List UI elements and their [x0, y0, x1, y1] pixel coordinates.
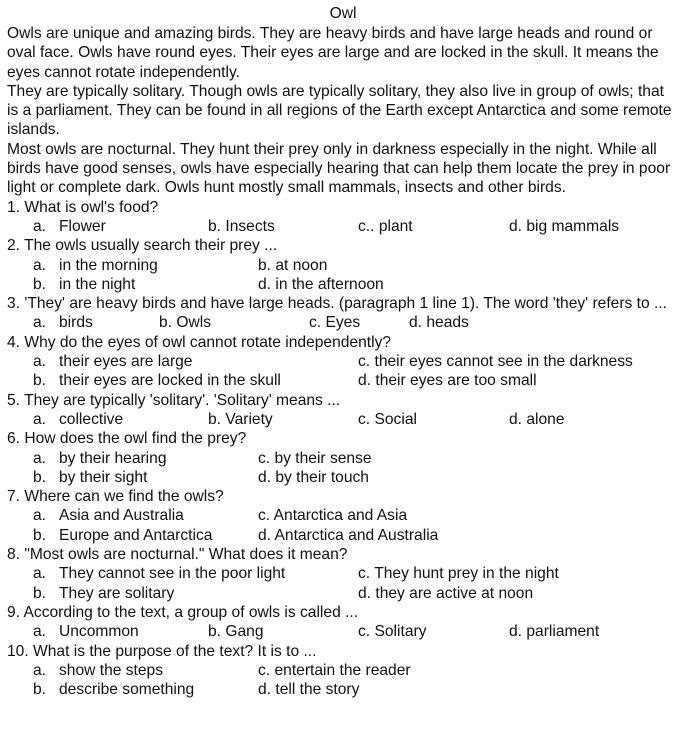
question-number: 4.	[7, 333, 21, 351]
answer-option[interactable]: d. in the afternoon	[258, 275, 384, 293]
question	[7, 391, 679, 410]
answer-option[interactable]: a. collective	[33, 410, 124, 428]
answer-option[interactable]: b. Gang	[208, 623, 264, 641]
answer-option[interactable]: b. Europe and Antarctica	[33, 526, 213, 544]
question-number: 7.	[7, 488, 21, 506]
answer-option[interactable]: a. show the steps	[33, 661, 164, 679]
option-row	[7, 410, 679, 429]
option-row	[7, 468, 679, 487]
answer-option[interactable]: d. their eyes are too small	[358, 372, 537, 390]
question-number: 3.	[7, 295, 21, 313]
option-row	[7, 217, 679, 236]
question	[7, 603, 679, 622]
option-row	[7, 584, 679, 603]
answer-option[interactable]: c. Social	[358, 410, 417, 428]
answer-option[interactable]: b. by their sight	[33, 468, 148, 486]
question-text: Why do the eyes of owl cannot rotate independently?	[24, 333, 392, 351]
answer-option[interactable]: c. Eyes	[309, 314, 361, 332]
question-number: 5.	[7, 391, 21, 409]
question-text: What is owl's food?	[24, 198, 159, 216]
answer-option[interactable]: d. Antarctica and Australia	[258, 526, 439, 544]
option-row	[7, 564, 679, 583]
question-text: What is the purpose of the text? It is to ...	[33, 642, 317, 660]
answer-option[interactable]: c. their eyes cannot see in the darkness	[358, 353, 633, 371]
question-number: 8.	[7, 546, 21, 564]
answer-option[interactable]: c. Solitary	[358, 623, 427, 641]
option-row	[7, 622, 679, 641]
answer-option[interactable]: d. heads	[409, 314, 469, 332]
answer-option[interactable]: a. by their hearing	[33, 449, 167, 467]
question	[7, 642, 679, 661]
answer-option[interactable]: b. Owls	[159, 314, 212, 332]
answer-option[interactable]: d. parliament	[509, 623, 600, 641]
answer-option[interactable]: a. birds	[33, 314, 93, 332]
question	[7, 545, 679, 564]
answer-option[interactable]: a. in the morning	[33, 256, 158, 274]
answer-option[interactable]: a. They cannot see in the poor light	[33, 565, 286, 583]
answer-option[interactable]: d. alone	[509, 410, 565, 428]
question-number: 2.	[7, 237, 21, 255]
passage-paragraph: Owls are unique and amazing birds. They are heavy birds and have large heads and round or oval face. Owls have round eyes. Their eyes are large and are locked in the skull. It means the eyes cannot rotate independently.	[7, 25, 659, 81]
question-number: 9.	[7, 603, 21, 621]
option-row	[7, 275, 679, 294]
answer-option[interactable]: b. describe something	[33, 681, 195, 699]
question-number: 10.	[7, 642, 29, 660]
answer-option[interactable]: c. Antarctica and Asia	[258, 507, 408, 525]
question-text: They are typically 'solitary'. 'Solitary' means ...	[24, 391, 341, 409]
question-text: How does the owl find the prey?	[24, 430, 247, 448]
passage-paragraph: Most owls are nocturnal. They hunt their prey only in darkness especially in the night. While all birds have good senses, owls have especially hearing that can help them locate the prey in poor light or complete dark. Owls hunt mostly small mammals, insects and other birds.	[7, 140, 671, 197]
page-title: Owl	[329, 5, 357, 22]
answer-option[interactable]: d. they are active at noon	[358, 584, 534, 602]
answer-option[interactable]: d. by their touch	[258, 468, 369, 486]
option-row	[7, 371, 679, 390]
question	[7, 429, 679, 448]
answer-option[interactable]: c. entertain the reader	[258, 661, 411, 679]
question-text: 'They' are heavy birds and have large heads. (paragraph 1 line 1). The word 'they' refers to ...	[24, 295, 668, 313]
answer-option[interactable]: d. big mammals	[509, 217, 620, 235]
option-row	[7, 256, 679, 275]
answer-option[interactable]: b. Insects	[208, 217, 275, 235]
option-row	[7, 661, 679, 680]
answer-option[interactable]: b. They are solitary	[33, 584, 175, 602]
answer-option[interactable]: a. Asia and Australia	[33, 507, 184, 525]
answer-option[interactable]: b. at noon	[258, 256, 328, 274]
passage-paragraph: They are typically solitary. Though owls are typically solitary, they also live in group of owls; that is a parliament. They can be found in all regions of the Earth except Antarctica and some remote islands.	[7, 82, 672, 139]
option-row	[7, 506, 679, 525]
question	[7, 236, 679, 255]
question	[7, 487, 679, 506]
question	[7, 198, 679, 217]
answer-option[interactable]: b. Variety	[208, 410, 273, 428]
answer-option[interactable]: a. Uncommon	[33, 623, 139, 641]
answer-option[interactable]: d. tell the story	[258, 681, 360, 699]
answer-option[interactable]: b. in the night	[33, 275, 136, 293]
question-text: According to the text, a group of owls is called ...	[23, 603, 359, 621]
question	[7, 333, 679, 352]
question-text: Where can we find the owls?	[24, 488, 224, 506]
option-row	[7, 449, 679, 468]
question-number: 6.	[7, 430, 21, 448]
answer-option[interactable]: c.. plant	[358, 217, 413, 235]
reading-passage	[7, 24, 679, 198]
answer-option[interactable]: b. their eyes are locked in the skull	[33, 372, 281, 390]
option-row	[7, 680, 679, 699]
question-text: The owls usually search their prey ...	[24, 237, 278, 255]
answer-option[interactable]: c. by their sense	[258, 449, 372, 467]
answer-option[interactable]: a. their eyes are large	[33, 353, 193, 371]
option-row	[7, 526, 679, 545]
question	[7, 294, 679, 313]
question-number: 1.	[7, 198, 21, 216]
option-row	[7, 352, 679, 371]
answer-option[interactable]: a. Flower	[33, 217, 106, 235]
question-text: "Most owls are nocturnal." What does it mean?	[24, 546, 348, 564]
option-row	[7, 313, 679, 332]
answer-option[interactable]: c. They hunt prey in the night	[358, 565, 559, 583]
